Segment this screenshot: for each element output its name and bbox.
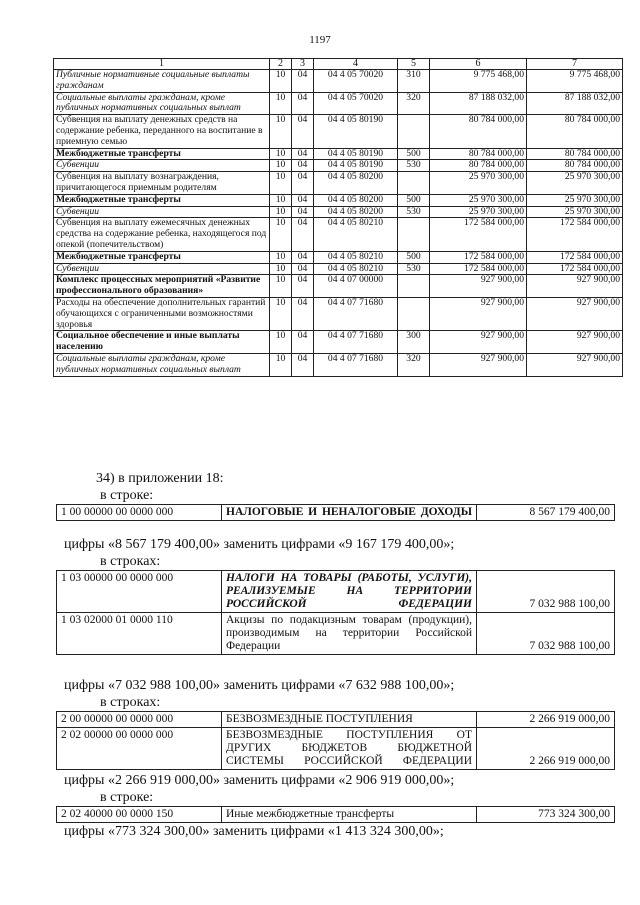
table-row	[57, 505, 615, 521]
row-value-2: 80 784 000,00	[527, 115, 623, 148]
row-value-2: 927 900,00	[527, 275, 623, 298]
row-value-1: 80 784 000,00	[430, 160, 527, 172]
row-expense-type: 500	[398, 148, 430, 160]
revenue-value: 2 266 919 000,00	[477, 728, 615, 770]
revenue-value: 2 266 919 000,00	[477, 712, 615, 728]
row-value-1: 927 900,00	[430, 297, 527, 330]
row-subsection: 04	[292, 275, 314, 298]
row-section: 10	[270, 251, 292, 263]
row-value-2: 927 900,00	[527, 353, 623, 376]
row-value-2: 87 188 032,00	[527, 92, 623, 115]
row-section: 10	[270, 172, 292, 195]
table-row	[54, 160, 623, 172]
row-value-1: 87 188 032,00	[430, 92, 527, 115]
row-expense-type	[398, 115, 430, 148]
row-name: Субвенция на выплату ежемесячных денежных средства на содержание ребенка, находящегося под опекой (попечительством)	[54, 218, 270, 251]
row-subsection: 04	[292, 353, 314, 376]
row-target-code: 04 4 07 00000	[314, 275, 398, 298]
row-target-code: 04 4 07 71680	[314, 297, 398, 330]
page-number: 1197	[309, 34, 331, 46]
row-value-1: 172 584 000,00	[430, 218, 527, 251]
row-target-code: 04 4 05 80200	[314, 172, 398, 195]
col-header: 5	[398, 59, 430, 70]
row-value-1: 25 970 300,00	[430, 194, 527, 206]
expenditure-table	[53, 58, 623, 377]
row-value-2: 172 584 000,00	[527, 263, 623, 275]
table-row	[54, 172, 623, 195]
row-value-2: 25 970 300,00	[527, 206, 623, 218]
row-name: Субвенция на выплату денежных средств на содержание ребенка, переданного на воспитание в приемную семью	[54, 115, 270, 148]
row-subsection: 04	[292, 297, 314, 330]
revenue-value: 8 567 179 400,00	[477, 505, 615, 521]
row-value-2: 927 900,00	[527, 331, 623, 354]
row-subsection: 04	[292, 218, 314, 251]
row-target-code: 04 4 05 70020	[314, 70, 398, 93]
revenue-name: БЕЗВОЗМЕЗДНЫЕ ПОСТУПЛЕНИЯ ОТ ДРУГИХ БЮДЖЕТОВ БЮДЖЕТНОЙ СИСТЕМЫ РОССИЙСКОЙ ФЕДЕРАЦИИ	[222, 728, 477, 770]
row-value-2: 80 784 000,00	[527, 148, 623, 160]
row-value-2: 172 584 000,00	[527, 251, 623, 263]
table-row	[54, 331, 623, 354]
col-header: 6	[430, 59, 527, 70]
row-subsection: 04	[292, 115, 314, 148]
replace-text-2: цифры «7 032 988 100,00» заменить цифрами «7 632 988 100,00»;	[64, 678, 455, 693]
row-subsection: 04	[292, 263, 314, 275]
row-value-2: 25 970 300,00	[527, 172, 623, 195]
table-row	[54, 115, 623, 148]
revenue-row-box-3	[56, 711, 615, 770]
row-expense-type	[398, 218, 430, 251]
table-row	[54, 353, 623, 376]
table-row	[57, 728, 615, 770]
row-name: Социальные выплаты гражданам, кроме публичных нормативных социальных выплат	[54, 92, 270, 115]
revenue-code: 2 00 00000 00 0000 000	[57, 712, 222, 728]
replace-text-1: цифры «8 567 179 400,00» заменить цифрами «9 167 179 400,00»;	[64, 537, 455, 552]
row-target-code: 04 4 05 80200	[314, 194, 398, 206]
instruction-in-line: в строке:	[100, 488, 154, 503]
row-name: Субвенции	[54, 206, 270, 218]
row-target-code: 04 4 05 80190	[314, 160, 398, 172]
row-name: Субвенции	[54, 263, 270, 275]
table-row	[54, 206, 623, 218]
row-section: 10	[270, 331, 292, 354]
row-section: 10	[270, 218, 292, 251]
revenue-name: БЕЗВОЗМЕЗДНЫЕ ПОСТУПЛЕНИЯ	[222, 712, 477, 728]
row-target-code: 04 4 05 80210	[314, 251, 398, 263]
table-row	[54, 297, 623, 330]
revenue-code: 1 03 02000 01 0000 110	[57, 613, 222, 655]
revenue-row-box-1	[56, 504, 615, 521]
row-expense-type: 320	[398, 353, 430, 376]
instruction-in-lines: в строках:	[100, 695, 161, 710]
table-row	[57, 712, 615, 728]
table-row	[57, 613, 615, 655]
row-expense-type: 310	[398, 70, 430, 93]
revenue-name: Иные межбюджетные трансферты	[222, 807, 477, 823]
row-value-2: 80 784 000,00	[527, 160, 623, 172]
table-row	[54, 194, 623, 206]
row-value-1: 80 784 000,00	[430, 148, 527, 160]
row-section: 10	[270, 263, 292, 275]
row-section: 10	[270, 194, 292, 206]
replace-text-3: цифры «2 266 919 000,00» заменить цифрами «2 906 919 000,00»;	[64, 773, 455, 788]
row-value-1: 172 584 000,00	[430, 251, 527, 263]
revenue-value: 7 032 988 100,00	[477, 571, 615, 613]
row-name: Межбюджетные трансферты	[54, 148, 270, 160]
table-row	[57, 571, 615, 613]
replace-text-4: цифры «773 324 300,00» заменить цифрами «1 413 324 300,00»;	[64, 824, 444, 839]
row-subsection: 04	[292, 160, 314, 172]
row-subsection: 04	[292, 92, 314, 115]
row-section: 10	[270, 275, 292, 298]
table-row	[57, 807, 615, 823]
table-header-row	[54, 59, 623, 70]
row-expense-type	[398, 275, 430, 298]
revenue-name: Акцизы по подакцизным товарам (продукции), производимым на территории Российской Федерации	[222, 613, 477, 655]
row-subsection: 04	[292, 172, 314, 195]
row-target-code: 04 4 05 70020	[314, 92, 398, 115]
table-row	[54, 92, 623, 115]
row-value-1: 25 970 300,00	[430, 206, 527, 218]
row-target-code: 04 4 05 80200	[314, 206, 398, 218]
table-row	[54, 148, 623, 160]
row-name: Комплекс процессных мероприятий «Развитие профессионального образования»	[54, 275, 270, 298]
row-target-code: 04 4 07 71680	[314, 331, 398, 354]
row-value-1: 927 900,00	[430, 331, 527, 354]
row-value-1: 927 900,00	[430, 353, 527, 376]
row-subsection: 04	[292, 194, 314, 206]
row-value-2: 25 970 300,00	[527, 194, 623, 206]
row-expense-type: 320	[398, 92, 430, 115]
instruction-in-line: в строке:	[100, 790, 154, 805]
row-target-code: 04 4 05 80210	[314, 218, 398, 251]
row-section: 10	[270, 70, 292, 93]
row-expense-type: 530	[398, 263, 430, 275]
row-value-1: 927 900,00	[430, 275, 527, 298]
row-name: Социальные выплаты гражданам, кроме публичных нормативных социальных выплат	[54, 353, 270, 376]
table-row	[54, 70, 623, 93]
row-expense-type	[398, 172, 430, 195]
revenue-value: 773 324 300,00	[477, 807, 615, 823]
row-subsection: 04	[292, 206, 314, 218]
row-name: Субвенция на выплату вознаграждения, причитающегося приемным родителям	[54, 172, 270, 195]
row-section: 10	[270, 297, 292, 330]
revenue-code: 1 03 00000 00 0000 000	[57, 571, 222, 613]
row-section: 10	[270, 148, 292, 160]
col-header: 1	[54, 59, 270, 70]
row-section: 10	[270, 206, 292, 218]
row-name: Социальное обеспечение и иные выплаты населению	[54, 331, 270, 354]
row-target-code: 04 4 05 80190	[314, 148, 398, 160]
row-section: 10	[270, 160, 292, 172]
row-value-1: 172 584 000,00	[430, 263, 527, 275]
revenue-code: 2 02 00000 00 0000 000	[57, 728, 222, 770]
revenue-name: НАЛОГИ НА ТОВАРЫ (РАБОТЫ, УСЛУГИ), РЕАЛИЗУЕМЫЕ НА ТЕРРИТОРИИ РОССИЙСКОЙ ФЕДЕРАЦИИ	[222, 571, 477, 613]
table-row	[54, 275, 623, 298]
row-subsection: 04	[292, 148, 314, 160]
table-row	[54, 263, 623, 275]
row-name: Межбюджетные трансферты	[54, 251, 270, 263]
row-value-1: 25 970 300,00	[430, 172, 527, 195]
row-name: Межбюджетные трансферты	[54, 194, 270, 206]
col-header: 3	[292, 59, 314, 70]
revenue-code: 1 00 00000 00 0000 000	[57, 505, 222, 521]
row-subsection: 04	[292, 251, 314, 263]
row-expense-type: 530	[398, 160, 430, 172]
revenue-name: НАЛОГОВЫЕ И НЕНАЛОГОВЫЕ ДОХОДЫ	[222, 505, 477, 521]
row-value-2: 927 900,00	[527, 297, 623, 330]
row-section: 10	[270, 115, 292, 148]
revenue-row-box-4	[56, 806, 615, 823]
row-expense-type	[398, 297, 430, 330]
revenue-value: 7 032 988 100,00	[477, 613, 615, 655]
col-header: 4	[314, 59, 398, 70]
table-row	[54, 251, 623, 263]
row-expense-type: 530	[398, 206, 430, 218]
col-header: 2	[270, 59, 292, 70]
row-expense-type: 300	[398, 331, 430, 354]
row-value-1: 9 775 468,00	[430, 70, 527, 93]
row-value-2: 9 775 468,00	[527, 70, 623, 93]
table-row	[54, 218, 623, 251]
revenue-code: 2 02 40000 00 0000 150	[57, 807, 222, 823]
row-value-1: 80 784 000,00	[430, 115, 527, 148]
row-value-2: 172 584 000,00	[527, 218, 623, 251]
item-34-text: 34) в приложении 18:	[96, 471, 224, 486]
row-expense-type: 500	[398, 194, 430, 206]
row-target-code: 04 4 05 80210	[314, 263, 398, 275]
row-name: Публичные нормативные социальные выплаты гражданам	[54, 70, 270, 93]
row-target-code: 04 4 07 71680	[314, 353, 398, 376]
row-expense-type: 500	[398, 251, 430, 263]
revenue-row-box-2	[56, 570, 615, 655]
row-subsection: 04	[292, 70, 314, 93]
row-name: Субвенции	[54, 160, 270, 172]
row-target-code: 04 4 05 80190	[314, 115, 398, 148]
col-header: 7	[527, 59, 623, 70]
row-section: 10	[270, 92, 292, 115]
row-subsection: 04	[292, 331, 314, 354]
row-name: Расходы на обеспечение дополнительных гарантий обучающихся с ограниченными возможностями здоровья	[54, 297, 270, 330]
instruction-in-lines: в строках:	[100, 554, 161, 569]
row-section: 10	[270, 353, 292, 376]
